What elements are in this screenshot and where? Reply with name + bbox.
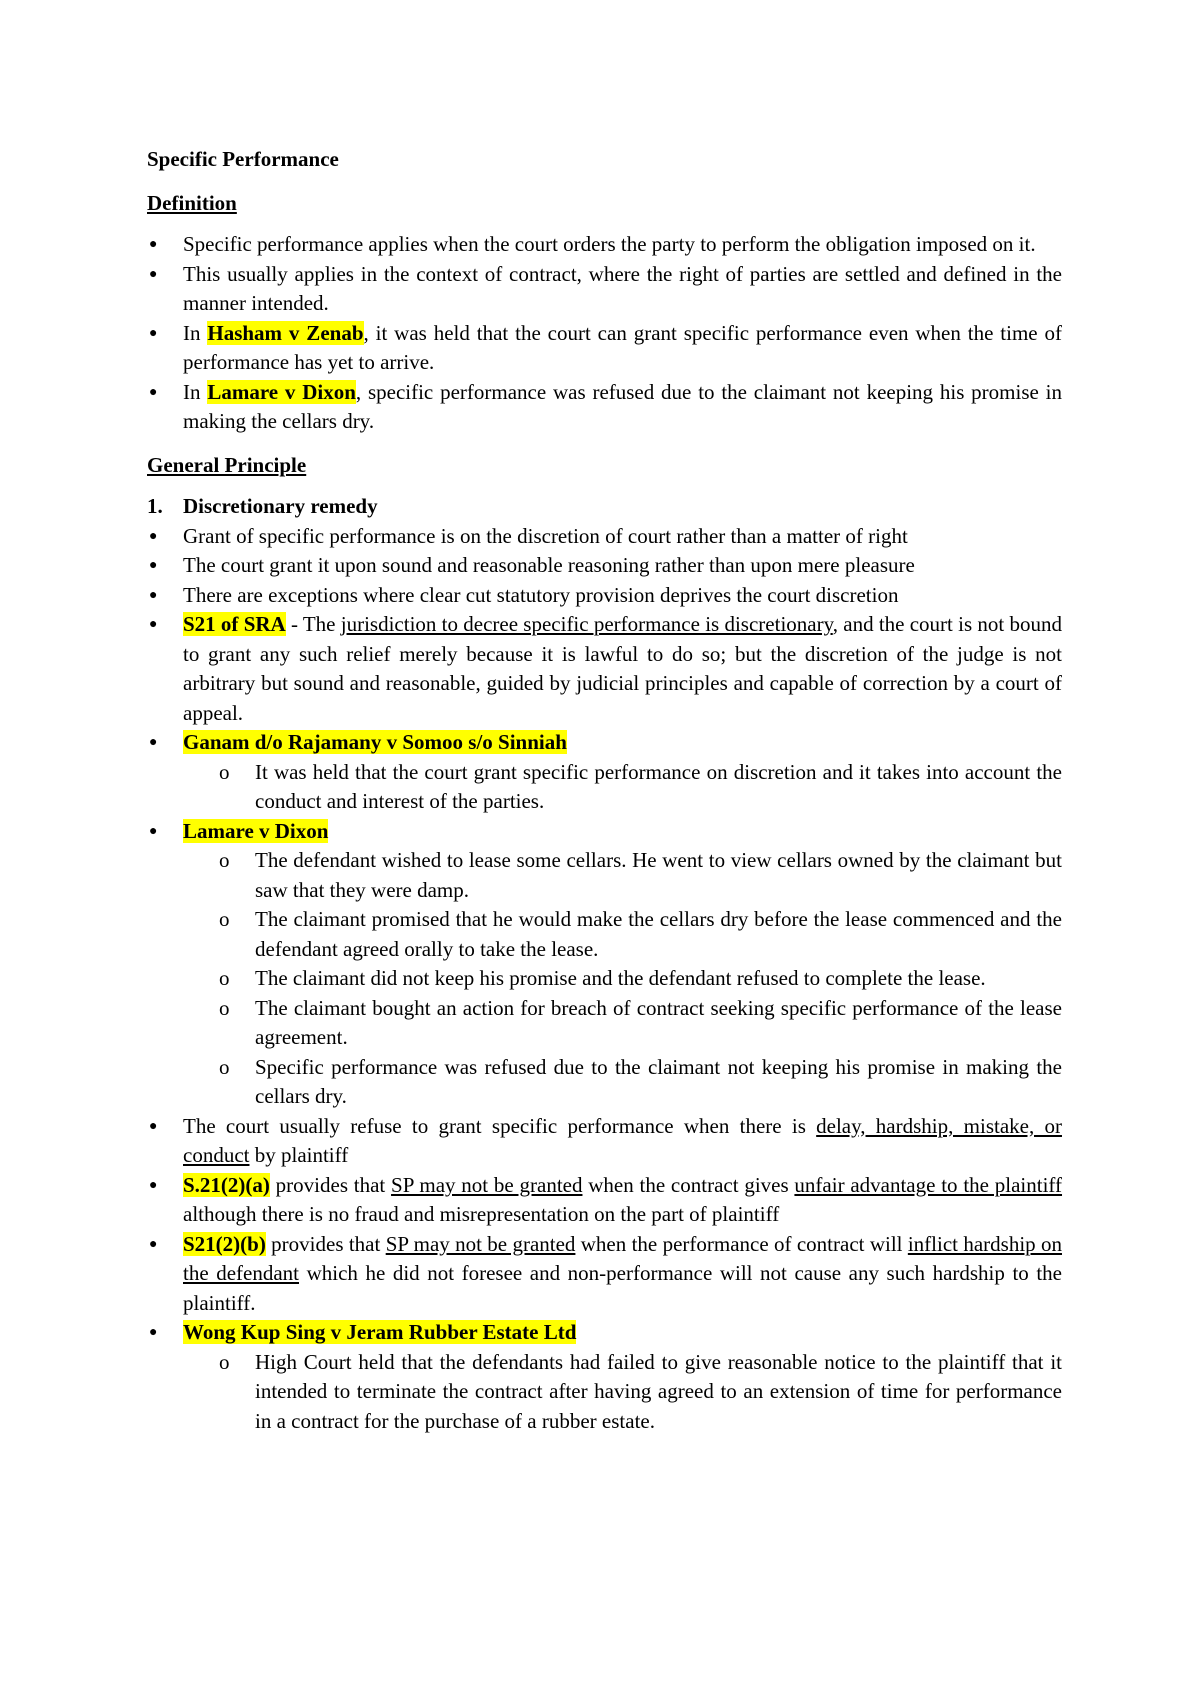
bullet-text: There are exceptions where clear cut statutory provision deprives the court discretion: [183, 582, 899, 607]
general-principle-list: [147, 522, 1062, 1437]
bullet-text: In: [183, 379, 208, 404]
statute-highlight: S21(2)(b): [183, 1231, 266, 1256]
case-name-highlight: Lamare v Dixon: [207, 379, 356, 404]
underlined-text: jurisdiction to decree specific performance is discretionary: [340, 612, 833, 636]
statute-highlight: S21 of SRA: [183, 612, 286, 636]
list-item: [147, 728, 1062, 817]
list-item: [147, 1318, 1062, 1436]
underlined-text: delay, hardship, mistake, or conduct: [183, 1113, 1062, 1167]
sub-text: The claimant bought an action for breach of contract seeking specific performance of the lease agreement.: [255, 995, 1062, 1049]
list-item: [147, 551, 1062, 581]
bullet-text: , and the court is not bound to grant any such relief merely because it is lawful to do so; but the discretion of the judge is not arbitrary but sound and reasonable, guided by judicial principles and capable of correction by a court of appeal.: [183, 612, 1062, 725]
sub-text: The defendant wished to lease some cellars. He went to view cellars owned by the claimant but saw that they were damp.: [255, 848, 1062, 902]
sub-list: [183, 1348, 1062, 1437]
case-name-highlight: Hasham v Zenab: [207, 320, 364, 345]
case-name-highlight: Wong Kup Sing v Jeram Rubber Estate Ltd: [183, 1320, 577, 1344]
bullet-text: although there is no fraud and misrepresentation on the part of plaintiff: [183, 1202, 780, 1226]
sub-list: [183, 846, 1062, 1112]
case-name-highlight: Ganam d/o Rajamany v Somoo s/o Sinniah: [183, 730, 567, 754]
statute-highlight: S.21(2)(a): [183, 1172, 270, 1197]
bullet-text: provides that: [265, 1231, 386, 1256]
list-item: [147, 581, 1062, 611]
item-number: 1.: [147, 494, 163, 518]
sub-list-item: [183, 846, 1062, 905]
sub-text: The claimant promised that he would make the cellars dry before the lease commenced and the defendant agreed orally to take the lease.: [255, 907, 1062, 961]
numbered-item-discretionary-remedy: [147, 492, 1062, 522]
underlined-text: inflict hardship on the defendant: [183, 1231, 1062, 1285]
list-item: [147, 378, 1062, 437]
list-item: [147, 817, 1062, 1112]
sub-list-item: [183, 964, 1062, 994]
sub-list-item: [183, 905, 1062, 964]
sub-list-item: [183, 994, 1062, 1053]
sub-text: It was held that the court grant specific performance on discretion and it takes into account the conduct and interest of the parties.: [255, 759, 1062, 813]
bullet-text: , specific performance was refused due to the claimant not keeping his promise in making the cellars dry.: [183, 379, 1062, 433]
bullet-text: Grant of specific performance is on the discretion of court rather than a matter of right: [183, 523, 908, 548]
sub-text: The claimant did not keep his promise and the defendant refused to complete the lease.: [255, 966, 986, 990]
bullet-text: when the contract gives: [582, 1172, 795, 1197]
bullet-text: provides that: [269, 1172, 392, 1197]
heading-general-principle: General Principle: [147, 452, 307, 477]
item-title: Discretionary remedy: [183, 494, 378, 518]
list-item: [147, 319, 1062, 378]
sub-list-item: [183, 1053, 1062, 1112]
underlined-text: SP may not be granted: [391, 1172, 583, 1197]
underlined-text: unfair advantage to the plaintiff: [794, 1172, 1063, 1197]
bullet-text: , it was held that the court can grant specific performance even when the time of performance has yet to arrive.: [183, 320, 1062, 374]
list-item: [147, 1230, 1062, 1319]
bullet-text: by plaintiff: [249, 1143, 349, 1167]
bullet-text: This usually applies in the context of contract, where the right of parties are settled and defined in the manner intended.: [183, 261, 1062, 315]
document-body: [147, 145, 1062, 1450]
sub-text: Specific performance was refused due to the claimant not keeping his promise in making the cellars dry.: [255, 1054, 1062, 1108]
list-item: [147, 230, 1062, 260]
list-item: [147, 1171, 1062, 1230]
sub-list-item: [183, 758, 1062, 817]
sub-text: High Court held that the defendants had failed to give reasonable notice to the plaintiff that it intended to terminate the contract after having agreed to an extension of time for performance in a contract for the purchase of a rubber estate.: [255, 1349, 1062, 1433]
bullet-text: Specific performance applies when the court orders the party to perform the obligation imposed on it.: [183, 232, 1036, 256]
list-item: [147, 260, 1062, 319]
bullet-text: In: [183, 320, 208, 345]
bullet-text: The court usually refuse to grant specific performance when there is: [183, 1113, 817, 1138]
bullet-text: when the performance of contract will: [575, 1231, 908, 1256]
underlined-text: SP may not be granted: [385, 1231, 576, 1256]
bullet-text: which he did not foresee and non-performance will not cause any such hardship to the plaintiff.: [183, 1261, 1062, 1315]
bullet-text: - The: [285, 612, 341, 636]
heading-definition: Definition: [147, 190, 237, 215]
bullet-text: The court grant it upon sound and reasonable reasoning rather than upon mere pleasure: [183, 553, 915, 577]
list-item: [147, 522, 1062, 552]
definition-list: [147, 230, 1062, 437]
case-name-highlight: Lamare v Dixon: [183, 818, 329, 843]
sub-list-item: [183, 1348, 1062, 1437]
document-title: Specific Performance: [147, 147, 339, 171]
list-item: [147, 1112, 1062, 1171]
sub-list: [183, 758, 1062, 817]
list-item: [147, 610, 1062, 728]
